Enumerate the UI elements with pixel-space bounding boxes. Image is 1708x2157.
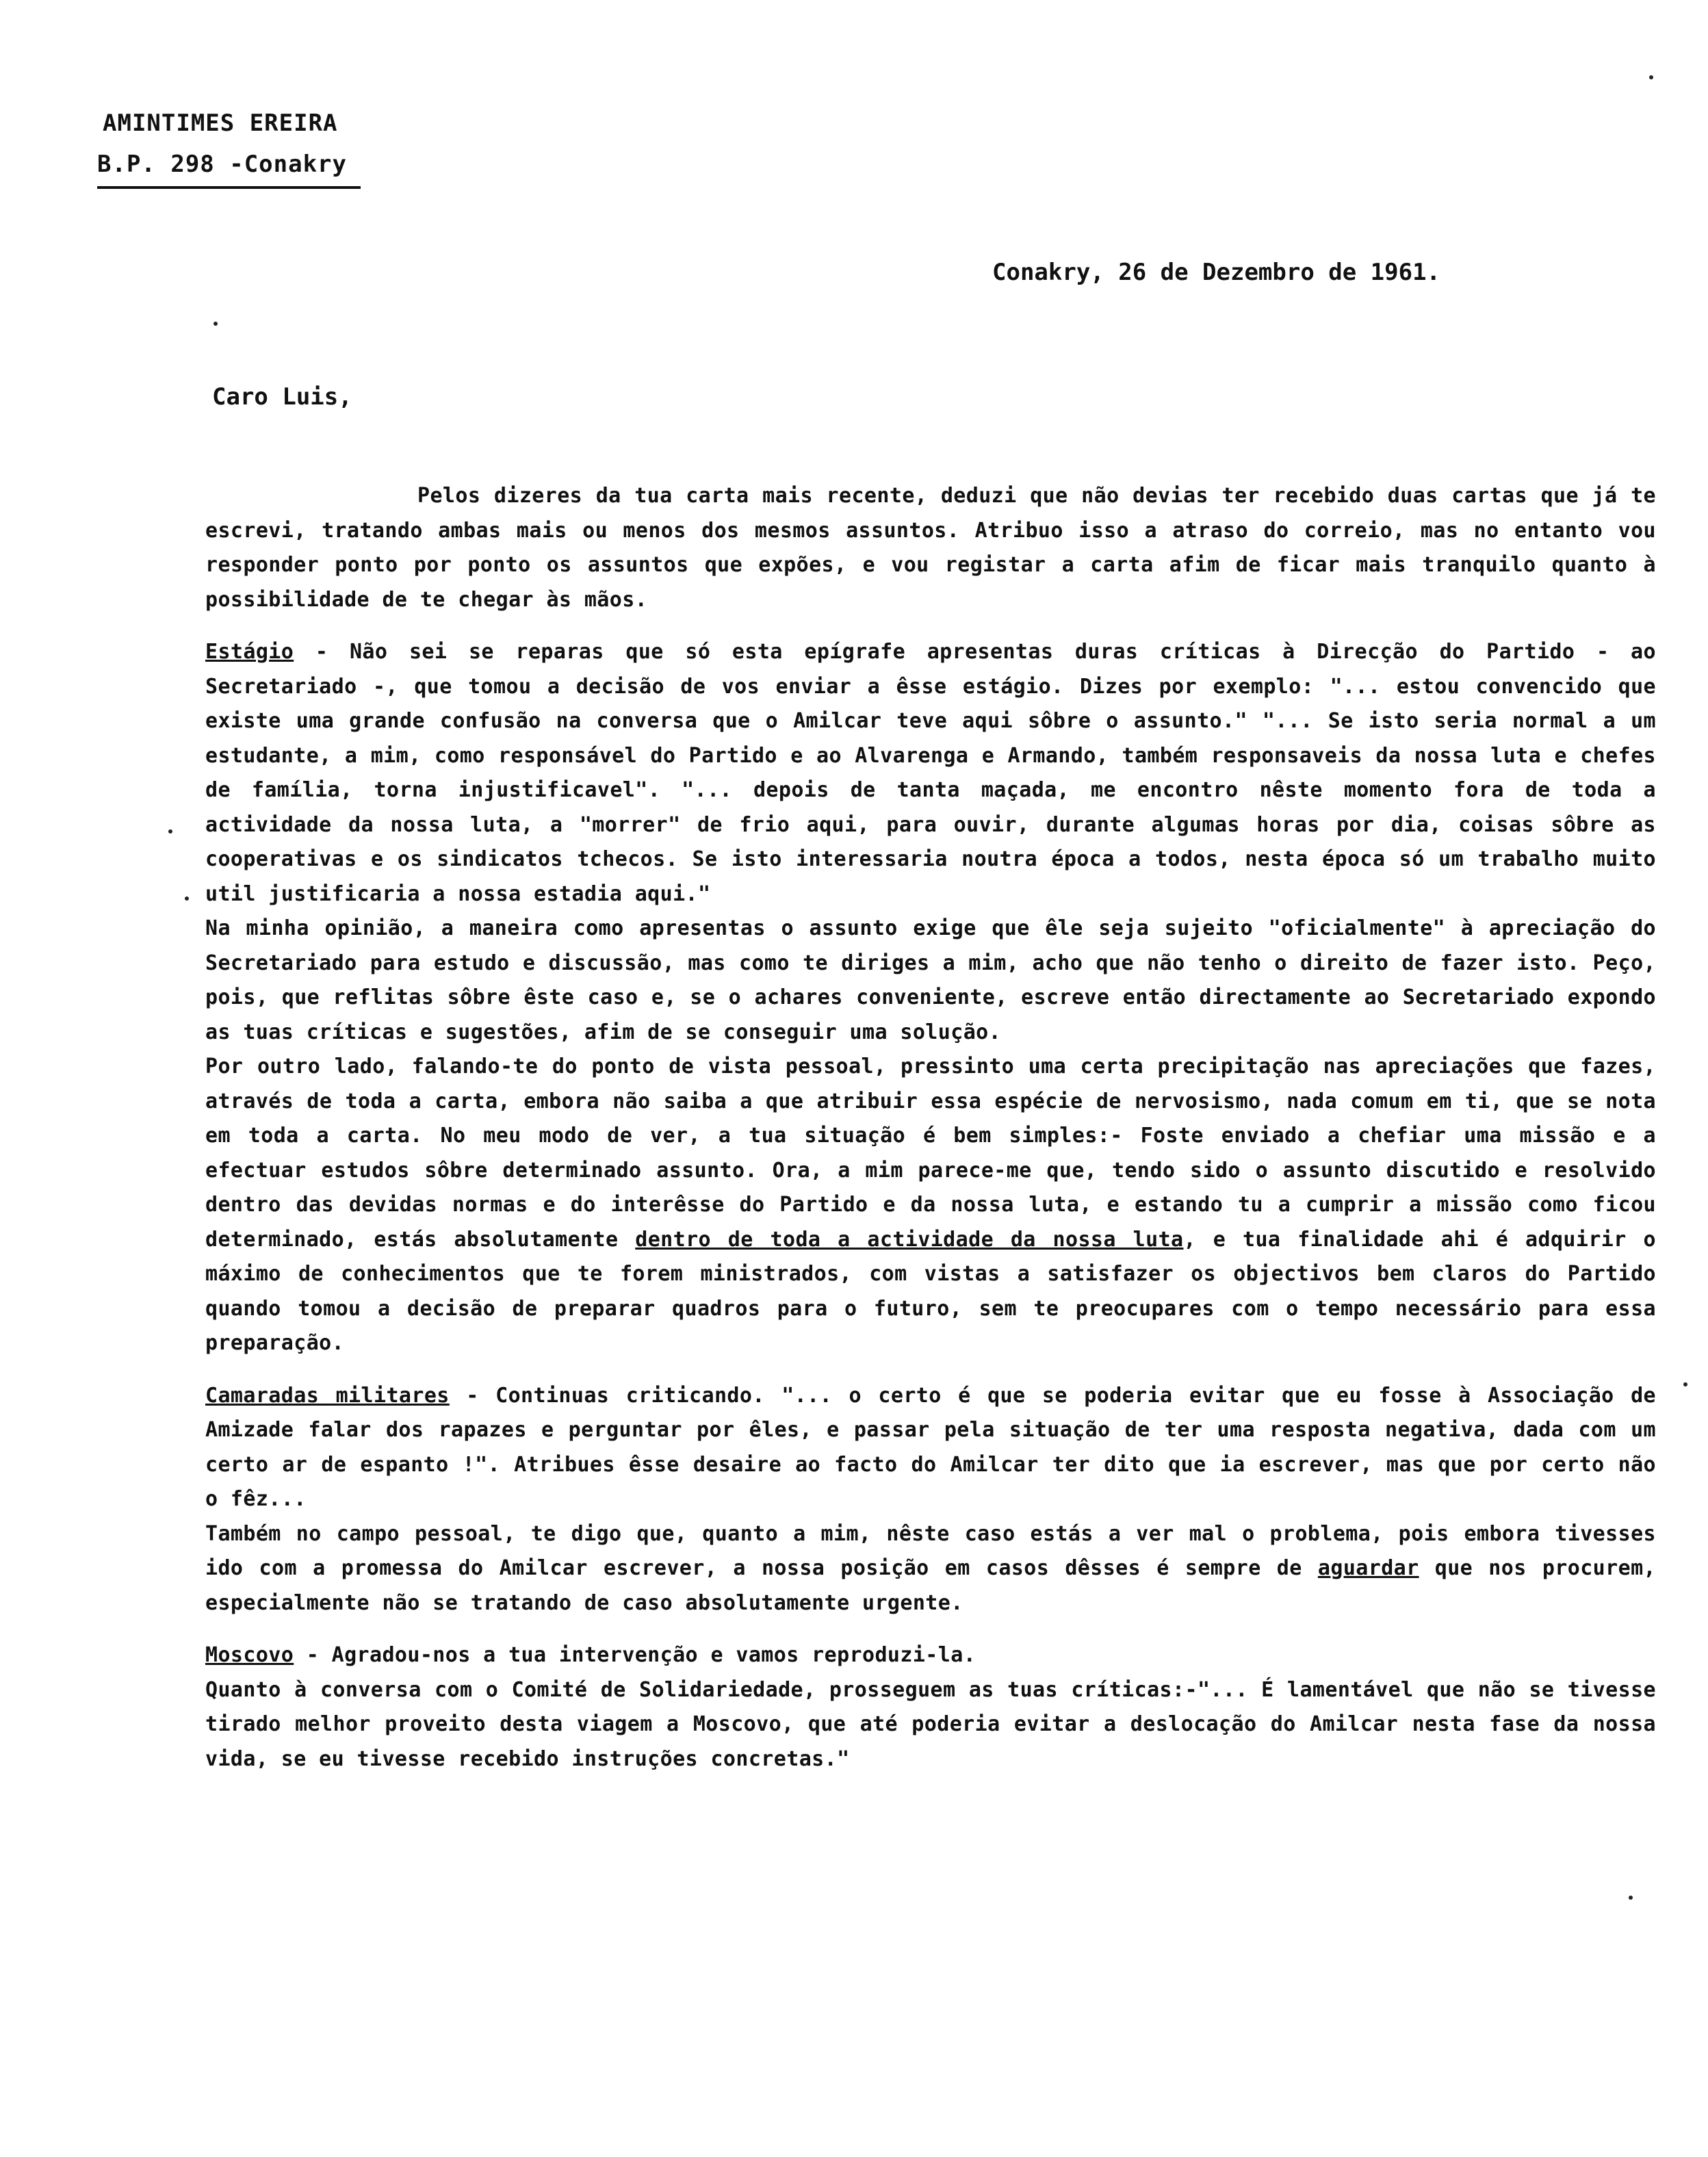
paragraph-text-after: , e tua finalidade ahi é adquirir o máximo de conhecimentos que te forem ministrados, com vistas a satisfazer os objectivos bem claros do Partido quando tomou a decisão de preparar quadros para o futuro, sem te preocupares com o tempo necessário para essa preparação. xyxy=(205,1227,1656,1355)
paragraph-text: - Não sei se reparas que só esta epígrafe apresentas duras críticas à Direcção do Partido - ao Secretariado -, que tomou a decisão de vos enviar a êsse estágio. Dizes por exemplo: "... estou convencido que existe uma grande confusão na conversa que o Amilcar teve aqui sôbre o assunto." "... Se isto seria normal a um estudante, a mim, como responsável do Partido e ao Alvarenga e Armando, também responsaveis da nossa luta e chefes de família, torna injustificavel". "... depois de tanta maçada, me encontro nêste momento fora de toda a actividade da nossa luta, a "morrer" de frio aqui, para ouvir, durante algumas horas por dia, coisas sôbre as cooperativas e os sindicatos tchecos. Se isto interessaria noutra época a todos, nesta época só um trabalho muito util justificaria a nossa estadia aqui." xyxy=(205,640,1656,906)
paragraph-text: - Continuas criticando. "... o certo é que se poderia evitar que eu fosse à Associação de Amizade falar dos rapazes e perguntar por êles, e passar pela situação de ter uma resposta negativa, dada com um certo ar de espanto !". Atribues êsse desaire ao facto do Amilcar ter dito que ia escrever, mas que por certo não o fêz... xyxy=(205,1383,1656,1511)
section-heading: Camaradas militares xyxy=(205,1383,450,1408)
scan-speck xyxy=(214,322,218,326)
paragraph-text: Pelos dizeres da tua carta mais recente, deduzi que não devias ter recebido duas cartas que já te escrevi, tratando ambas mais ou menos dos mesmos assuntos. Atribuo isso a atraso do correio, mas no entanto vou responder ponto por ponto os assuntos que expões, e vou registar a carta afim de ficar mais tranquilo quanto à possibilidade de te chegar às mãos. xyxy=(205,484,1656,612)
paragraph-text: Na minha opinião, a maneira como apresentas o assunto exige que êle seja sujeito "oficialmente" à apreciação do Secretariado para estudo e discussão, mas como te diriges a mim, acho que não tenho o direito de fazer isto. Peço, pois, que reflitas sôbre êste caso e, se o achares conveniente, escreve então directamente ao Secretariado expondo as tuas críticas e sugestões, afim de se conseguir uma solução. xyxy=(205,916,1656,1044)
section-heading: Moscovo xyxy=(205,1643,294,1667)
underlined-phrase: dentro de toda a actividade da nossa luta xyxy=(635,1227,1184,1252)
scan-speck xyxy=(1683,1382,1687,1386)
paragraph-camaradas-militares xyxy=(205,1379,1656,1517)
paragraph-text-after: que nos procurem, especialmente não se tratando de caso absolutamente urgente. xyxy=(205,1556,1656,1615)
paragraph-estagio xyxy=(205,635,1656,912)
paragraph-campo-pessoal xyxy=(205,1517,1656,1621)
scan-speck xyxy=(185,896,189,901)
letterhead xyxy=(97,103,361,189)
paragraph-personal-view xyxy=(205,1050,1656,1361)
scan-speck xyxy=(1649,75,1653,79)
paragraph-opinion xyxy=(205,912,1656,1050)
underlined-word: aguardar xyxy=(1317,1556,1419,1580)
section-heading: Estágio xyxy=(205,640,294,664)
paragraph-comite xyxy=(205,1673,1656,1777)
salutation: Caro Luis, xyxy=(212,383,352,411)
paragraph-intro xyxy=(205,479,1656,617)
paragraph-text: Quanto à conversa com o Comité de Solidariedade, prosseguem as tuas críticas:-"... É lamentável que não se tivesse tirado melhor proveito desta viagem a Moscovo, que até poderia evitar a deslocação do Amilcar nesta fase da nossa vida, se eu tivesse recebido instruções concretas." xyxy=(205,1677,1656,1771)
letter-date: Conakry, 26 de Dezembro de 1961. xyxy=(992,259,1441,286)
letter-body xyxy=(205,479,1656,1777)
paragraph-text: Também no campo pessoal, te digo que, quanto a mim, nêste caso estás a ver mal o problema, pois embora tivesses ido com a promessa do Amilcar escrever, a nossa posição em casos dêsses é sempre de xyxy=(205,1521,1656,1580)
paragraph-text: - Agradou-nos a tua intervenção e vamos reproduzi-la. xyxy=(294,1643,976,1667)
scan-speck xyxy=(1629,1896,1633,1900)
letterhead-address: B.P. 298 -Conakry xyxy=(97,144,361,189)
scan-speck xyxy=(168,829,172,834)
paragraph-text: Por outro lado, falando-te do ponto de vista pessoal, pressinto uma certa precipitação nas apreciações que fazes, através de toda a carta, embora não saiba a que atribuir essa espécie de nervosismo, nada comum em ti, que se nota em toda a carta. No meu modo de ver, a tua situação é bem simples:- Foste enviado a chefiar uma missão e a efectuar estudos sôbre determinado assunto. Ora, a mim parece-me que, tendo sido o assunto discutido e resolvido dentro das devidas normas e do interêsse do Partido e da nossa luta, e estando tu a cumprir a missão como ficou determinado, estás absolutamente xyxy=(205,1055,1656,1252)
letterhead-name: AMINTIMES EREIRA xyxy=(103,109,338,137)
paragraph-moscovo xyxy=(205,1638,1656,1673)
